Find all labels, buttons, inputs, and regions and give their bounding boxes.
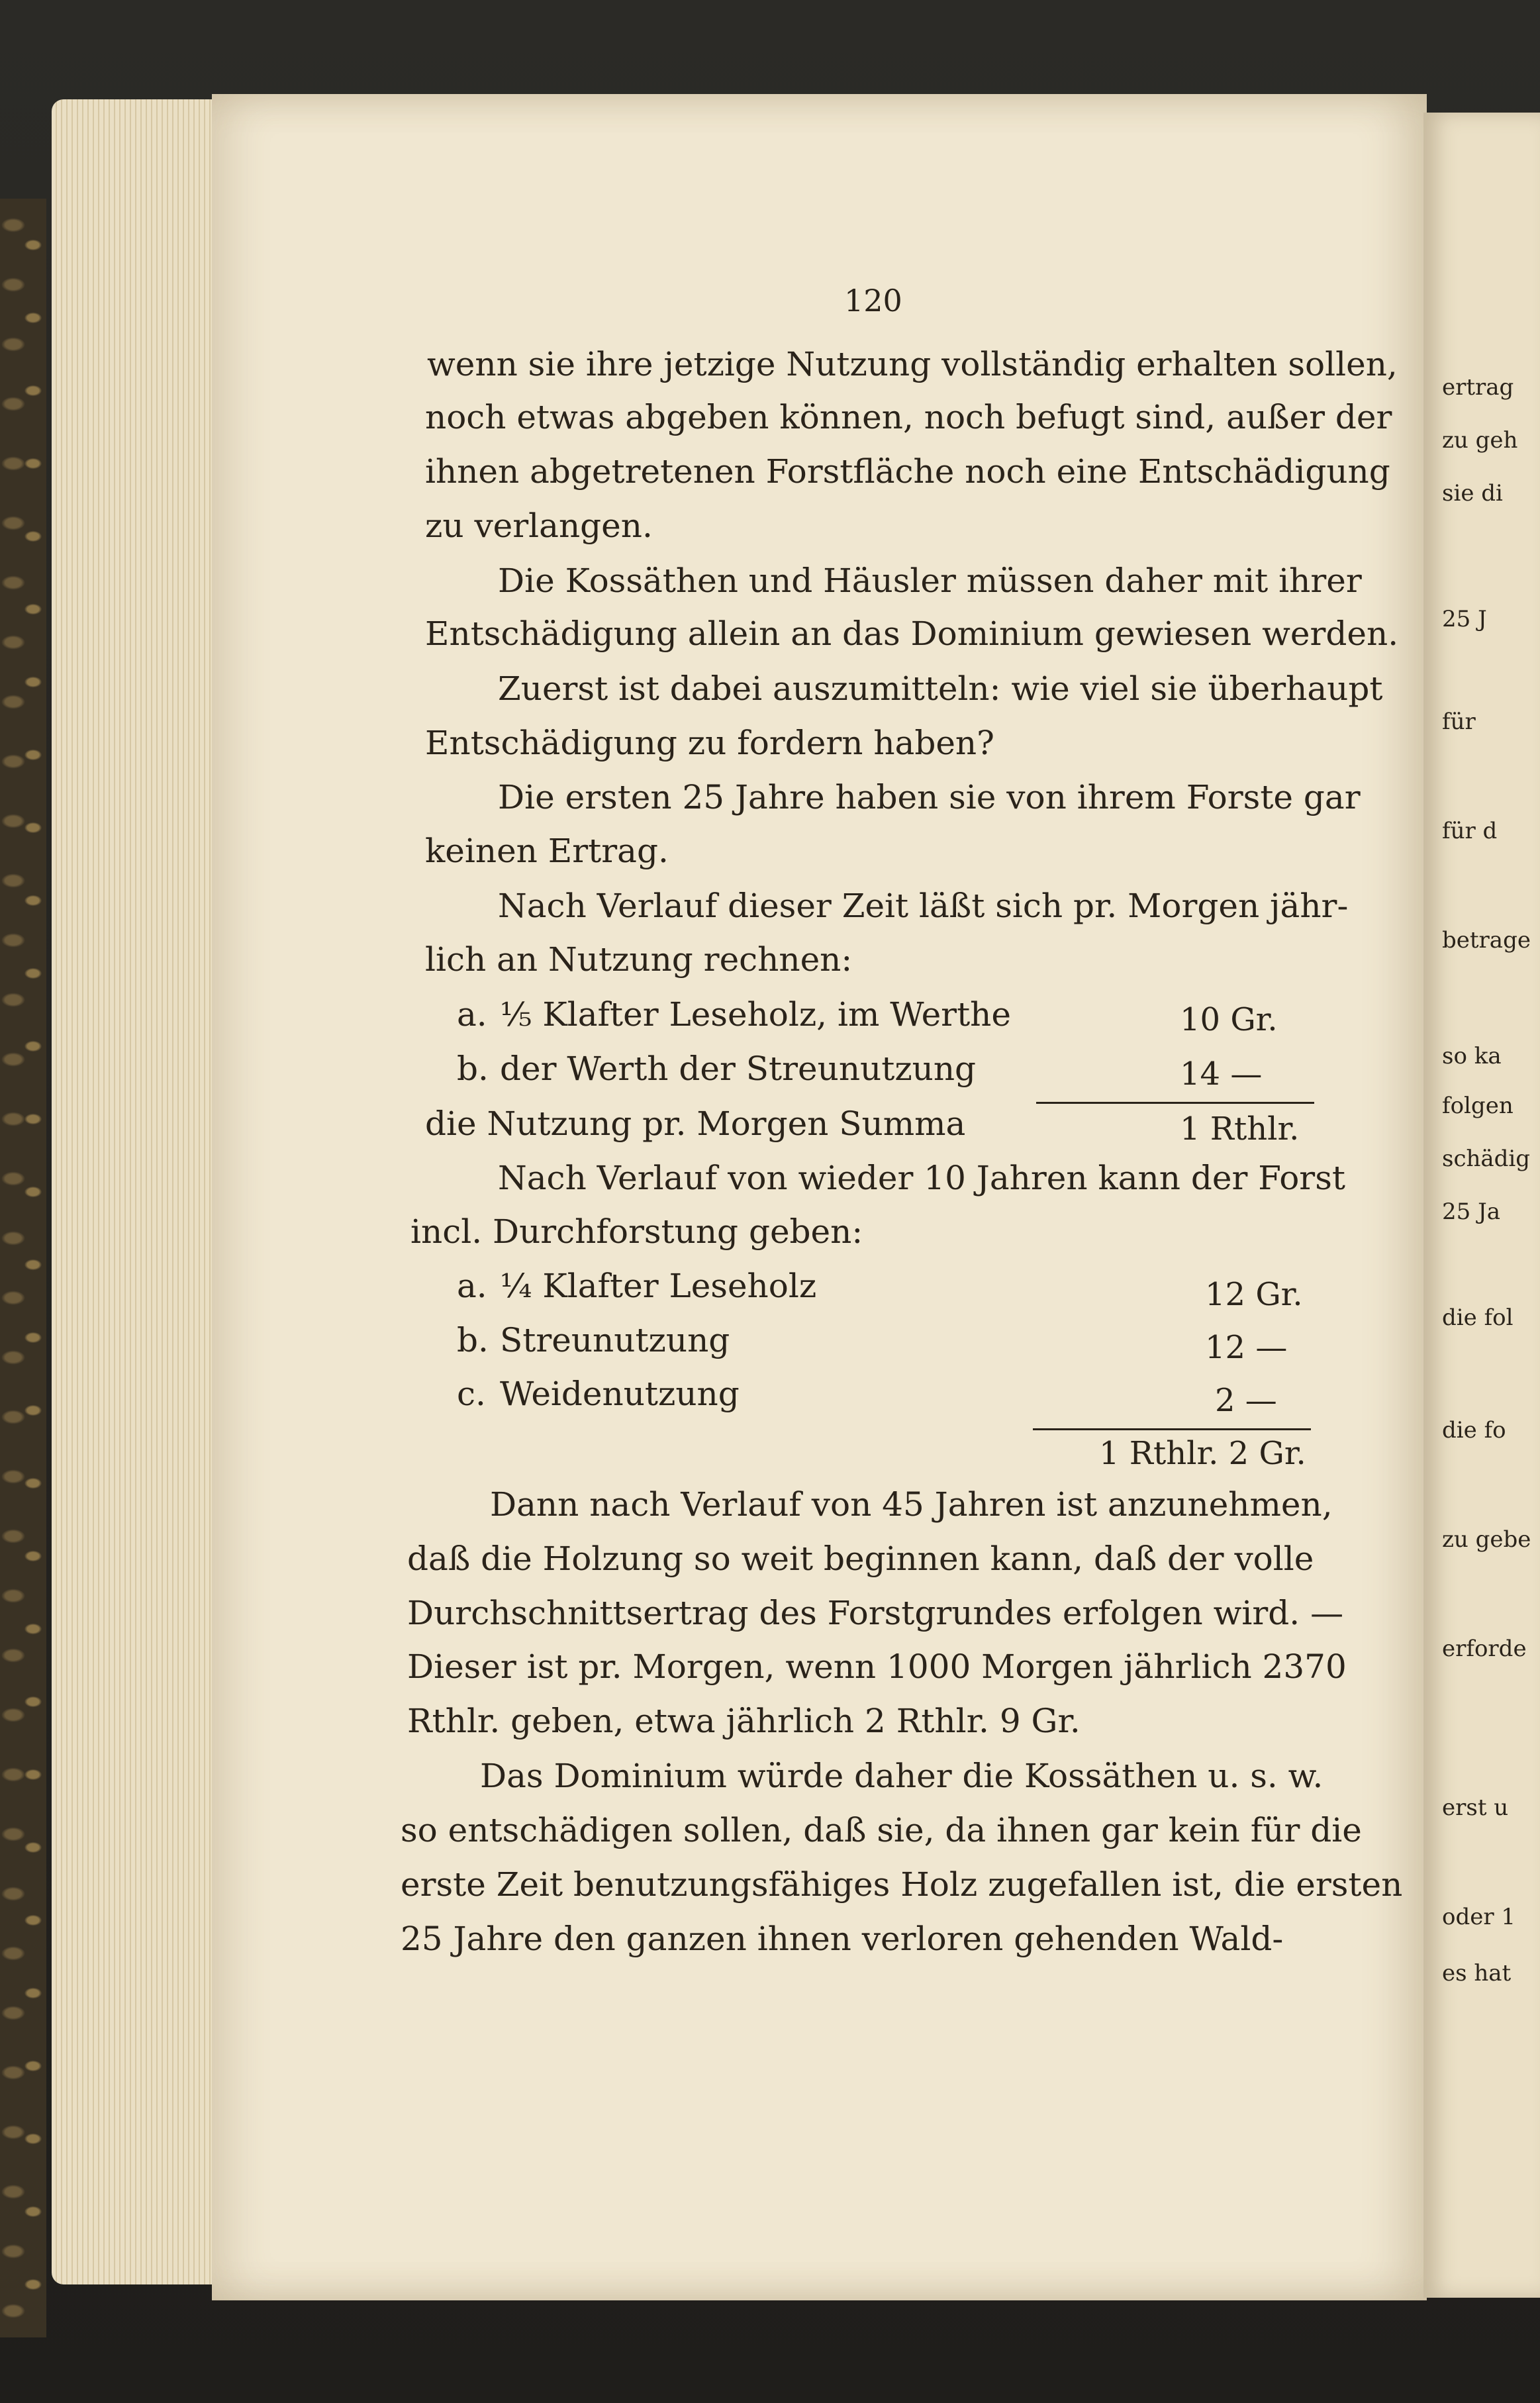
text-line: daß die Holzung so weit beginnen kann, daß der volle xyxy=(407,1540,1314,1578)
facing-page-fragment: ertrag xyxy=(1442,374,1514,401)
row-label: a. xyxy=(457,1267,487,1305)
text-line: zu verlangen. xyxy=(425,507,653,545)
sum-rule xyxy=(1036,1102,1314,1104)
row-value: 12 — xyxy=(1205,1329,1288,1366)
text-line: Nach Verlauf dieser Zeit läßt sich pr. Morgen jähr- xyxy=(498,887,1349,925)
sum-value: 1 Rthlr. 2 Gr. xyxy=(1099,1435,1306,1472)
marbled-edge xyxy=(0,199,46,2337)
row-value: 14 — xyxy=(1180,1055,1263,1093)
facing-page-fragment: für d xyxy=(1442,818,1498,844)
text-line: Das Dominium würde daher die Kossäthen u. s. w. xyxy=(480,1757,1323,1795)
facing-page-edge xyxy=(1423,113,1540,2298)
text-line: ihnen abgetretenen Forstfläche noch eine Entschädigung xyxy=(425,452,1390,491)
row-text: ¼ Klafter Leseholz xyxy=(500,1267,817,1305)
text-line: Dieser ist pr. Morgen, wenn 1000 Morgen jährlich 2370 xyxy=(407,1647,1347,1686)
text-line: erste Zeit benutzungsfähiges Holz zugefallen ist, die ersten xyxy=(401,1865,1403,1904)
row-label: b. xyxy=(457,1321,489,1359)
text-line: so entschädigen sollen, daß sie, da ihnen gar kein für die xyxy=(401,1811,1362,1849)
row-text: der Werth der Streunutzung xyxy=(500,1050,977,1088)
text-line: Die Kossäthen und Häusler müssen daher mit ihrer xyxy=(498,562,1362,600)
facing-page-fragment: 25 J xyxy=(1442,606,1487,632)
text-line: wenn sie ihre jetzige Nutzung vollständig erhalten sollen, xyxy=(427,345,1398,383)
facing-page-fragment: folgen xyxy=(1442,1093,1514,1119)
facing-page-fragment: betrage xyxy=(1442,927,1531,954)
facing-page-fragment: oder 1 xyxy=(1442,1904,1516,1930)
text-line: Dann nach Verlauf von 45 Jahren ist anzunehmen, xyxy=(490,1485,1333,1524)
sum-rule xyxy=(1033,1428,1311,1430)
text-line: 25 Jahre den ganzen ihnen verloren gehenden Wald- xyxy=(401,1920,1284,1958)
text-line: Entschädigung zu fordern haben? xyxy=(425,724,994,762)
sum-value: 1 Rthlr. xyxy=(1180,1110,1300,1148)
text-line: Nach Verlauf von wieder 10 Jahren kann der Forst xyxy=(498,1159,1345,1197)
facing-page-fragment: die fol xyxy=(1442,1304,1514,1331)
page-number: 120 xyxy=(844,283,902,319)
facing-page-fragment: es hat xyxy=(1442,1960,1512,1986)
row-label: a. xyxy=(457,995,487,1034)
facing-page-fragment: die fo xyxy=(1442,1417,1506,1444)
row-text: Weidenutzung xyxy=(500,1375,740,1413)
facing-page-fragment: schädig xyxy=(1442,1146,1531,1172)
text-line: Die ersten 25 Jahre haben sie von ihrem Forste gar xyxy=(498,778,1361,816)
facing-page-fragment: erforde xyxy=(1442,1636,1527,1662)
facing-page-fragment: sie di xyxy=(1442,480,1503,507)
text-line: Zuerst ist dabei auszumitteln: wie viel sie überhaupt xyxy=(498,669,1383,708)
sum-text: die Nutzung pr. Morgen Summa xyxy=(425,1104,966,1143)
row-value: 12 Gr. xyxy=(1205,1276,1303,1313)
row-value: 10 Gr. xyxy=(1180,1001,1278,1038)
text-line: Entschädigung allein an das Dominium gewiesen werden. xyxy=(425,614,1399,653)
facing-page-fragment: zu geh xyxy=(1442,427,1518,454)
row-text: Streunutzung xyxy=(500,1321,730,1359)
book-page xyxy=(212,94,1427,2300)
page-stack xyxy=(52,99,217,2284)
row-value: 2 — xyxy=(1215,1382,1277,1419)
text-line: keinen Ertrag. xyxy=(425,832,669,870)
facing-page-fragment: für xyxy=(1442,709,1476,735)
row-label: b. xyxy=(457,1050,489,1088)
text-line: Rthlr. geben, etwa jährlich 2 Rthlr. 9 Gr. xyxy=(407,1702,1081,1740)
text-line: incl. Durchforstung geben: xyxy=(410,1212,863,1251)
text-line: lich an Nutzung rechnen: xyxy=(425,940,853,979)
text-line: noch etwas abgeben können, noch befugt sind, außer der xyxy=(425,398,1392,436)
facing-page-fragment: erst u xyxy=(1442,1794,1509,1821)
row-label: c. xyxy=(457,1375,486,1413)
facing-page-fragment: so ka xyxy=(1442,1043,1502,1069)
row-text: ⅕ Klafter Leseholz, im Werthe xyxy=(500,995,1011,1034)
text-line: Durchschnittsertrag des Forstgrundes erfolgen wird. — xyxy=(407,1594,1344,1632)
facing-page-fragment: 25 Ja xyxy=(1442,1199,1500,1225)
facing-page-fragment: zu gebe xyxy=(1442,1526,1531,1553)
